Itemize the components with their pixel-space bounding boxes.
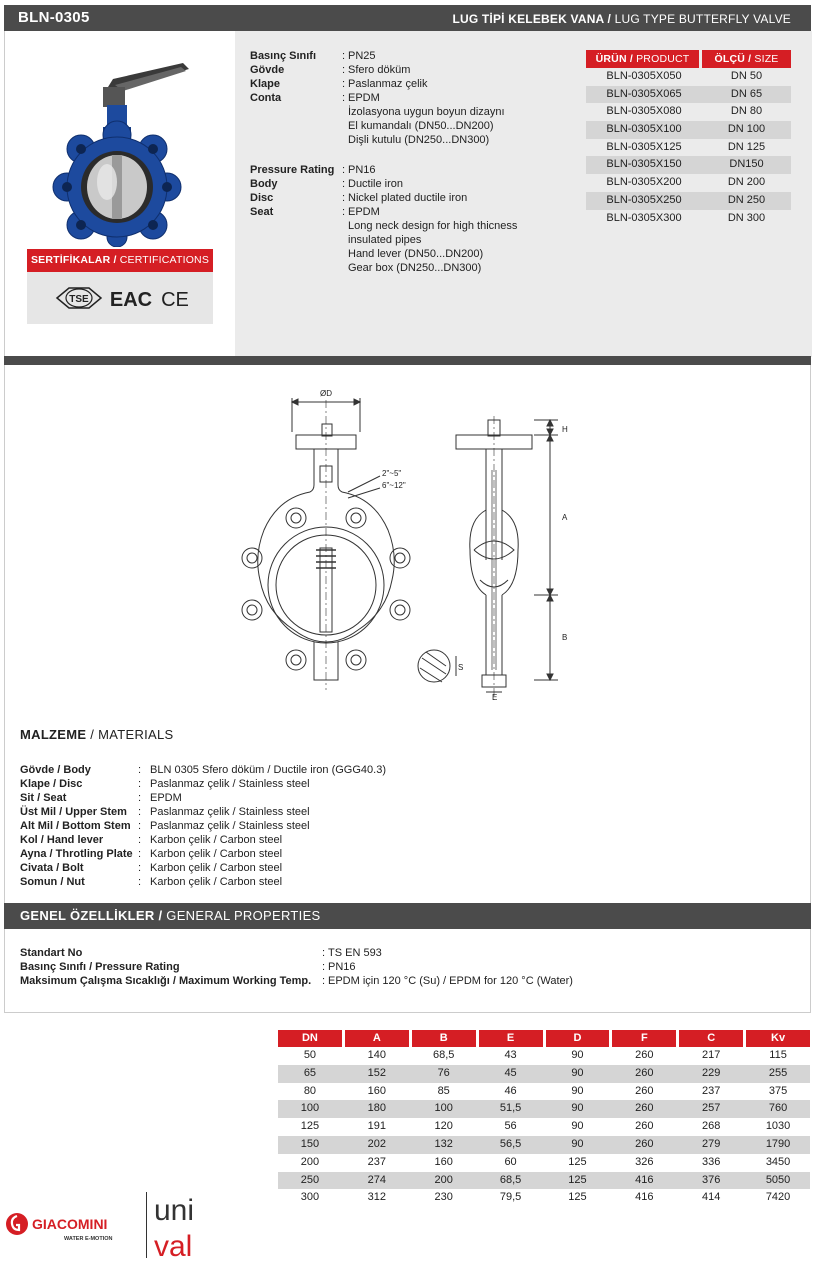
dimension-cell: 76 bbox=[437, 1066, 450, 1079]
dimension-cell: 90 bbox=[571, 1049, 584, 1061]
product-code-cell: BLN-0305X100 bbox=[606, 123, 682, 136]
dimension-cell: 217 bbox=[702, 1049, 721, 1061]
tse-mark-text: TSE bbox=[69, 294, 89, 305]
dimension-cell: 274 bbox=[367, 1173, 386, 1186]
dimension-cell: 416 bbox=[635, 1191, 654, 1204]
dimension-cell: 255 bbox=[768, 1066, 788, 1079]
general-value: PN16 bbox=[328, 961, 356, 973]
ce-mark-icon: CE bbox=[161, 289, 189, 311]
product-size-cell: DN150 bbox=[729, 158, 764, 171]
dimension-cell: 56,5 bbox=[499, 1137, 522, 1150]
giacomini-logo bbox=[4, 1208, 138, 1248]
dimension-cell: 160 bbox=[367, 1084, 386, 1097]
dimension-cell: 125 bbox=[568, 1191, 587, 1204]
dimension-cell: 152 bbox=[367, 1066, 386, 1079]
dimension-header-dn: DN bbox=[278, 1030, 342, 1047]
unival-logo bbox=[152, 1190, 212, 1262]
eac-mark-icon: EAC bbox=[109, 289, 153, 311]
dimension-cell: 260 bbox=[635, 1120, 654, 1133]
dimension-cell: 140 bbox=[367, 1049, 386, 1061]
dimension-row bbox=[278, 1118, 810, 1136]
product-row bbox=[586, 174, 791, 192]
product-code-cell: BLN-0305X300 bbox=[606, 211, 682, 224]
dimension-header-f: F bbox=[612, 1030, 676, 1047]
dimension-cell: 65 bbox=[303, 1066, 317, 1079]
dimension-cell: 100 bbox=[434, 1102, 453, 1115]
giacomini-tagline: WATER E-MOTION bbox=[64, 1236, 113, 1242]
dimension-cell: 125 bbox=[568, 1173, 587, 1186]
general-label: Basınç Sınıfı / Pressure Rating bbox=[20, 961, 180, 973]
dimension-cell: 85 bbox=[437, 1084, 450, 1097]
product-row bbox=[586, 103, 791, 121]
material-separator: : bbox=[138, 862, 142, 874]
dimension-cell: 90 bbox=[571, 1102, 584, 1115]
dimension-row bbox=[278, 1136, 810, 1154]
drawing-label-b: B bbox=[562, 633, 568, 642]
certification-marks bbox=[27, 272, 213, 324]
product-row bbox=[586, 139, 791, 157]
overview-panel bbox=[4, 31, 811, 357]
product-row bbox=[586, 210, 791, 228]
dimension-cell: 326 bbox=[635, 1155, 654, 1168]
dimension-cell: 3450 bbox=[765, 1155, 791, 1168]
product-title: LUG TİPİ KELEBEK VANA / LUG TYPE BUTTERFLY VALVE bbox=[452, 12, 791, 26]
tse-mark-icon bbox=[57, 288, 101, 308]
material-label: Üst Mil / Upper Stem bbox=[20, 806, 127, 818]
dimension-cell: 200 bbox=[434, 1173, 453, 1186]
dimension-table bbox=[278, 1030, 810, 1207]
dimension-header-a: A bbox=[345, 1030, 409, 1047]
general-properties-bar: GENEL ÖZELLİKLER / GENERAL PROPERTIES bbox=[4, 903, 811, 929]
product-code-cell: BLN-0305X200 bbox=[606, 176, 682, 189]
valve-photo bbox=[43, 57, 193, 247]
dimension-cell: 90 bbox=[571, 1120, 584, 1133]
dimension-row bbox=[278, 1065, 810, 1083]
dimension-cell: 300 bbox=[300, 1191, 320, 1204]
dimension-header-kv: Kv bbox=[746, 1030, 810, 1047]
dimension-cell: 260 bbox=[635, 1049, 654, 1061]
material-label: Civata / Bolt bbox=[20, 862, 84, 874]
product-code-cell: BLN-0305X050 bbox=[606, 70, 682, 82]
dimension-cell: 90 bbox=[571, 1137, 584, 1150]
dimension-cell: 7420 bbox=[765, 1191, 791, 1204]
dimension-row bbox=[278, 1100, 810, 1118]
product-image-column bbox=[5, 31, 235, 357]
general-label: Maksimum Çalışma Sıcaklığı / Maximum Working Temp. bbox=[20, 975, 312, 987]
product-table-header bbox=[586, 50, 791, 68]
dimension-cell: 68,5 bbox=[499, 1173, 522, 1186]
dimension-cell: 100 bbox=[300, 1102, 320, 1115]
product-row bbox=[586, 156, 791, 174]
product-header: ÜRÜN / PRODUCT bbox=[586, 50, 699, 68]
product-size-cell: DN 65 bbox=[730, 87, 763, 100]
drawing-label-phi-d: ØD bbox=[320, 389, 332, 398]
general-label: Standart No bbox=[20, 947, 83, 959]
unival-logo-top: uni bbox=[154, 1194, 195, 1227]
dimension-cell: 68,5 bbox=[432, 1049, 455, 1061]
product-size-cell: DN 100 bbox=[727, 123, 766, 136]
dimension-row bbox=[278, 1083, 810, 1101]
dimension-row bbox=[278, 1172, 810, 1190]
dimension-cell: 45 bbox=[504, 1066, 517, 1079]
dimension-row bbox=[278, 1189, 810, 1207]
dimension-cell: 237 bbox=[367, 1155, 386, 1168]
dimension-header-c: C bbox=[679, 1030, 743, 1047]
product-code-cell: BLN-0305X065 bbox=[606, 87, 682, 100]
product-code-cell: BLN-0305X250 bbox=[606, 193, 682, 206]
general-value: EPDM için 120 °C (Su) / EPDM for 120 °C (Water) bbox=[328, 975, 573, 987]
material-value: Karbon çelik / Carbon steel bbox=[150, 848, 283, 860]
material-label: Alt Mil / Bottom Stem bbox=[20, 820, 131, 832]
material-value: Paslanmaz çelik / Stainless steel bbox=[150, 820, 310, 832]
material-separator: : bbox=[138, 764, 142, 776]
material-label: Somun / Nut bbox=[20, 876, 85, 888]
material-label: Kol / Hand lever bbox=[20, 834, 104, 846]
product-row bbox=[586, 121, 791, 139]
dimension-cell: 125 bbox=[568, 1155, 587, 1168]
dimension-cell: 80 bbox=[303, 1084, 317, 1097]
dimension-cell: 1030 bbox=[765, 1120, 791, 1133]
dimension-cell: 90 bbox=[571, 1066, 584, 1079]
dimension-cell: 260 bbox=[635, 1102, 654, 1115]
spec-column: Basınç Sınıfı : PN25 Gövde : Sfero döküm Klape : Paslanmaz çelik Conta : EPDM İzolasyona uygun boyun dizaynı El kumandalı (DN50...DN200) Dişli kutulu (DN250...DN300) Pressure Rating : PN16 Body : Ductile iron Disc : Nickel plated ductile iron Seat : EPDM Long neck design for high thicness insulated pipes Hand lever (DN50...DN200) Gear box (DN250...DN300) ÜRÜN / PRODUCT ÖLÇÜ / SIZE BLN-0305X050 DN 50 BLN-0305X065 DN 65 BLN-0305X080 DN 80 BLN-0305X100 DN 100 BLN-0305X125 DN 125 BLN-0305X150 DN150 BLN-0305X200 DN 200 BLN-0305X250 DN 250 BLN-0305X300 DN 300 bbox=[235, 31, 812, 357]
material-label: Gövde / Body bbox=[20, 764, 91, 776]
dimension-cell: 414 bbox=[702, 1191, 721, 1204]
material-value: Karbon çelik / Carbon steel bbox=[150, 876, 283, 888]
product-size-cell: DN 50 bbox=[730, 70, 763, 82]
material-separator: : bbox=[138, 820, 142, 832]
size-header: ÖLÇÜ / SIZE bbox=[702, 50, 791, 68]
giacomini-logo-text: GIACOMINI bbox=[32, 1216, 108, 1232]
dimension-cell: 260 bbox=[635, 1066, 654, 1079]
drawing-label-angle2: 6"~12" bbox=[382, 481, 406, 490]
header-bar bbox=[4, 5, 811, 31]
general-separator: : bbox=[322, 961, 326, 973]
dimension-cell: 237 bbox=[702, 1084, 721, 1097]
dimension-cell: 375 bbox=[768, 1084, 788, 1097]
material-value: Karbon çelik / Carbon steel bbox=[150, 862, 283, 874]
product-code-cell: BLN-0305X080 bbox=[606, 105, 682, 118]
dimension-cell: 51,5 bbox=[499, 1102, 522, 1115]
material-separator: : bbox=[138, 876, 142, 888]
material-value: BLN 0305 Sfero döküm / Ductile iron (GGG40.3) bbox=[150, 764, 386, 776]
dimension-cell: 5050 bbox=[765, 1173, 791, 1186]
dimension-cell: 160 bbox=[434, 1155, 453, 1168]
certifications-title: SERTİFİKALAR / CERTIFICATIONS bbox=[27, 249, 213, 272]
dimension-row bbox=[278, 1047, 810, 1065]
drawing-label-a: A bbox=[562, 513, 568, 522]
drawing-label-angle1: 2"~5" bbox=[382, 469, 402, 478]
dimension-cell: 279 bbox=[702, 1137, 721, 1150]
product-size-table bbox=[586, 50, 791, 227]
dimension-row bbox=[278, 1154, 810, 1172]
product-row bbox=[586, 192, 791, 210]
product-code-cell: BLN-0305X125 bbox=[606, 140, 682, 153]
dimension-header-d: D bbox=[546, 1030, 610, 1047]
dimension-cell: 115 bbox=[769, 1049, 787, 1061]
dimension-cell: 56 bbox=[504, 1120, 517, 1133]
product-size-cell: DN 200 bbox=[727, 176, 766, 189]
material-separator: : bbox=[138, 834, 142, 846]
product-row bbox=[586, 68, 791, 86]
material-label: Sit / Seat bbox=[20, 792, 67, 804]
product-size-cell: DN 300 bbox=[727, 211, 766, 224]
drawing-label-e: E bbox=[492, 693, 498, 700]
product-size-cell: DN 250 bbox=[727, 193, 766, 206]
dimension-table-header bbox=[278, 1030, 810, 1047]
logo-separator bbox=[146, 1192, 147, 1258]
drawing-label-h: H bbox=[562, 425, 568, 434]
dimension-cell: 257 bbox=[702, 1102, 721, 1115]
material-value: EPDM bbox=[150, 792, 182, 804]
dimension-header-e: E bbox=[479, 1030, 543, 1047]
materials-title: MALZEME / MATERIALS bbox=[20, 727, 174, 742]
product-code: BLN-0305 bbox=[18, 9, 90, 26]
dimension-cell: 760 bbox=[768, 1102, 788, 1115]
dimension-cell: 260 bbox=[635, 1137, 654, 1150]
dimension-cell: 416 bbox=[635, 1173, 654, 1186]
dimension-cell: 60 bbox=[504, 1155, 517, 1168]
dimension-cell: 312 bbox=[367, 1191, 386, 1204]
product-size-cell: DN 125 bbox=[727, 140, 766, 153]
material-label: Klape / Disc bbox=[20, 778, 83, 790]
dimension-header-b: B bbox=[412, 1030, 476, 1047]
material-separator: : bbox=[138, 792, 142, 804]
dimension-cell: 46 bbox=[504, 1084, 517, 1097]
material-label: Ayna / Throtling Plate bbox=[20, 848, 133, 860]
general-separator: : bbox=[322, 975, 326, 987]
material-value: Karbon çelik / Carbon steel bbox=[150, 834, 283, 846]
dimension-cell: 79,5 bbox=[499, 1191, 522, 1204]
material-separator: : bbox=[138, 806, 142, 818]
product-size-cell: DN 80 bbox=[730, 105, 763, 118]
general-value: TS EN 593 bbox=[328, 947, 382, 959]
dimension-cell: 268 bbox=[702, 1120, 721, 1133]
material-value: Paslanmaz çelik / Stainless steel bbox=[150, 778, 310, 790]
dimension-cell: 43 bbox=[504, 1049, 517, 1061]
dimension-cell: 336 bbox=[702, 1155, 721, 1168]
dimension-cell: 250 bbox=[300, 1173, 320, 1186]
section-divider bbox=[4, 356, 811, 365]
technical-drawing bbox=[230, 380, 590, 700]
dimension-cell: 1790 bbox=[765, 1137, 791, 1150]
dimension-cell: 90 bbox=[571, 1084, 584, 1097]
dimension-cell: 202 bbox=[367, 1137, 386, 1150]
dimension-cell: 125 bbox=[300, 1120, 320, 1133]
unival-logo-bottom: val bbox=[154, 1230, 193, 1262]
dimension-cell: 150 bbox=[300, 1137, 320, 1150]
dimension-cell: 376 bbox=[702, 1173, 721, 1186]
general-separator: : bbox=[322, 947, 326, 959]
drawing-label-s: S bbox=[458, 663, 464, 672]
dimension-cell: 229 bbox=[702, 1066, 721, 1079]
dimension-cell: 120 bbox=[434, 1120, 453, 1133]
material-value: Paslanmaz çelik / Stainless steel bbox=[150, 806, 310, 818]
dimension-cell: 180 bbox=[367, 1102, 386, 1115]
dimension-cell: 132 bbox=[434, 1137, 453, 1150]
dimension-cell: 50 bbox=[303, 1049, 317, 1061]
product-code-cell: BLN-0305X150 bbox=[606, 158, 682, 171]
dimension-cell: 260 bbox=[635, 1084, 654, 1097]
material-separator: : bbox=[138, 778, 142, 790]
product-row bbox=[586, 86, 791, 104]
certifications-box bbox=[27, 272, 213, 324]
dimension-cell: 191 bbox=[367, 1120, 386, 1133]
dimension-cell: 230 bbox=[434, 1191, 453, 1204]
dimension-cell: 200 bbox=[300, 1155, 320, 1168]
material-separator: : bbox=[138, 848, 142, 860]
